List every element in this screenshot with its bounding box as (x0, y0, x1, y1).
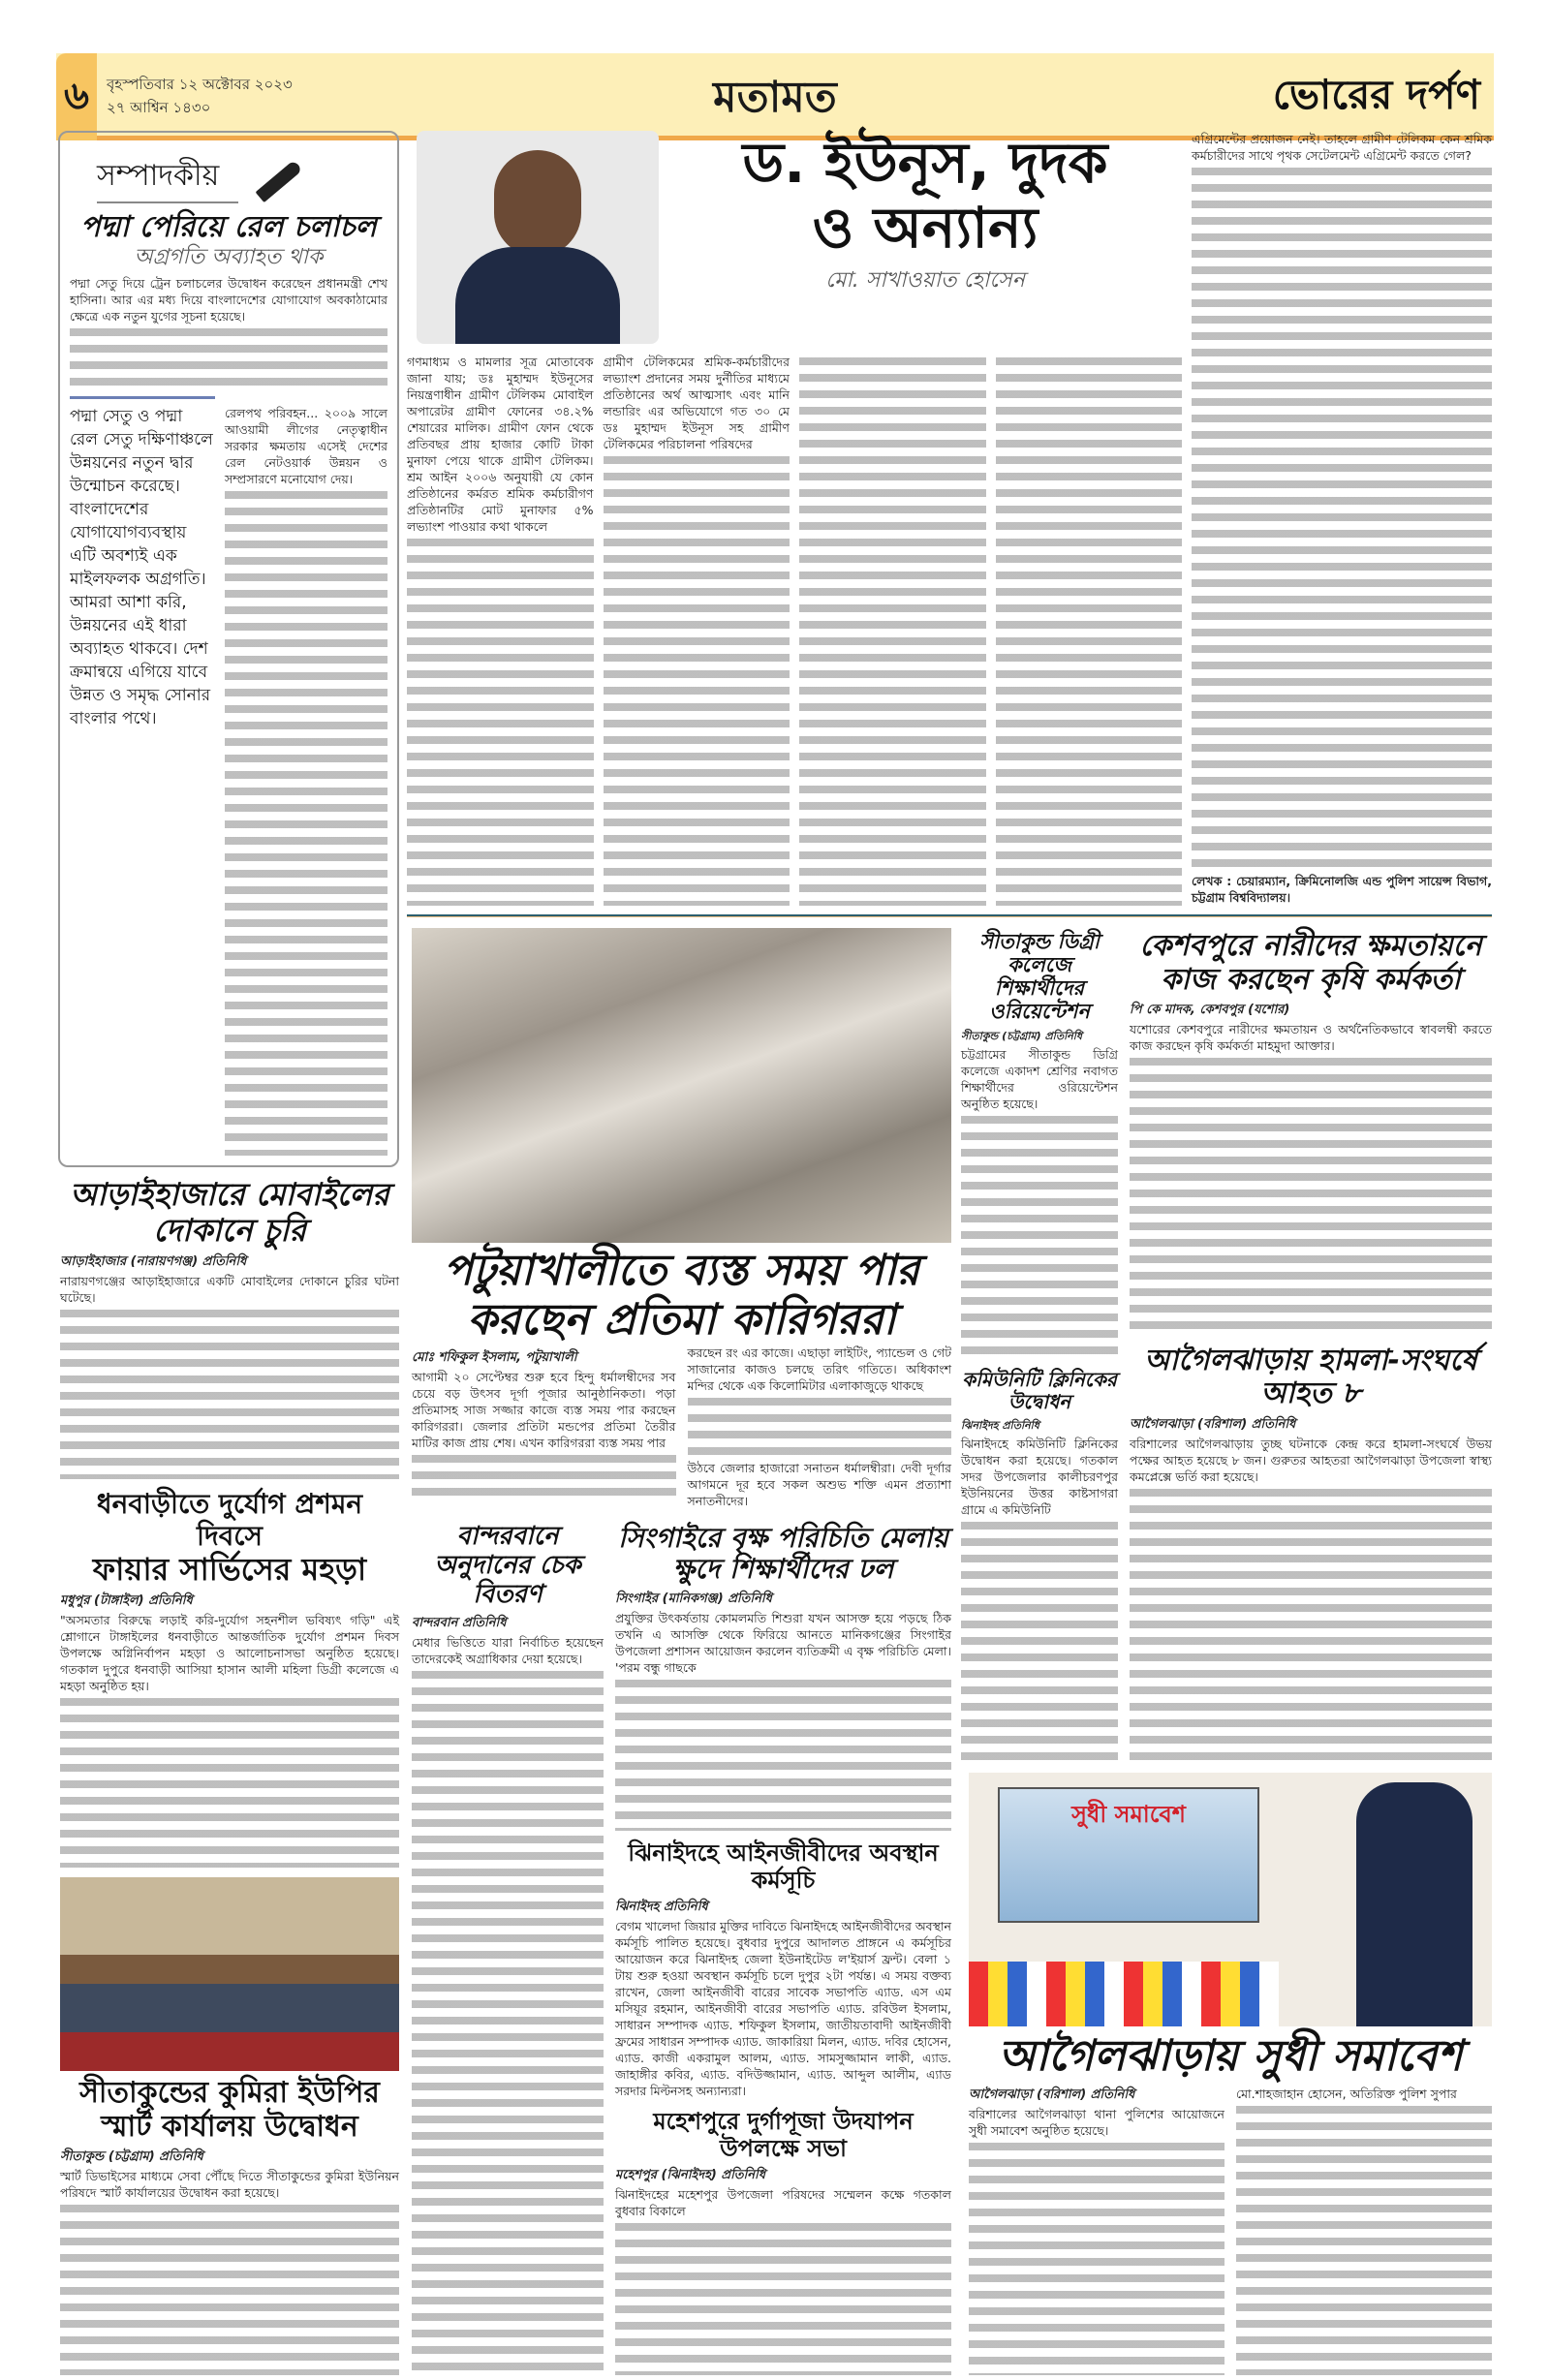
dhanbari-dateline: মধুপুর (টাঙ্গাইল) প্রতিনিধি (60, 1592, 193, 1608)
oped-body: গণমাধ্যম ও মামলার সূত্র মোতাবেক জানা যায়; ডঃ মুহাম্মদ ইউনূসের নিয়ন্ত্রণাধীন গ্রামীণ টেলিকম মোবাইল অপারেটর গ্রামীণ ফোনের ৩৪.২% শেয়ারের মালিক। গ্রামীণ ফোন থেকে প্রতিবছর প্রায় হাজার কোটি টাকা মুনাফা পেয়ে থাকে গ্রামীণ টেলিকম। শ্রম আইন ২০০৬ অনুযায়ী যে কোন প্রতিষ্ঠানের কর্মরত শ্রমিক কর্মচারীগণ প্রতিষ্ঠানটির মোট মুনাফার ৫% লভ্যাংশ পাওয়ার কথা থাকলে (407, 355, 594, 534)
oped-column-1 (407, 354, 594, 906)
agailjhara-sudhi-body: বরিশালের আগৈলঝাড়া থানা পুলিশের আয়োজনে সুধী সমাবেশ অনুষ্ঠিত হয়েছে। (969, 2106, 1224, 2138)
oped-top-row (407, 131, 1182, 344)
sitakunda-degree-body: চট্টগ্রামের সীতাকুন্ড ডিগ্রি কলেজে একাদশ শ্রেণির নবাগত শিক্ষার্থীদের ওরিয়েন্টেশন অনুষ্ঠিত হয়েছে। (961, 1046, 1118, 1111)
dhanbari-text-lines (60, 1694, 399, 1869)
kumira-photo (60, 1877, 399, 2071)
oped-writer-note: লেখক : চেয়ারম্যান, ক্রিমিনোলজি এন্ড পুলিশ সায়েন্স বিভাগ, চট্টগ্রাম বিশ্ববিদ্যালয়। (1192, 874, 1492, 905)
section-title: মতামত (713, 73, 837, 122)
oped-column-2 (604, 354, 790, 906)
agailjhara-attack-dateline: আগৈলঝাড়া (বরিশাল) প্রতিনিধি (1130, 1416, 1296, 1432)
potuakhali-body-col2: করছেন রং এর কাজে। এছাড়া লাইটিং, প্যান্ডেল ও গেট সাজানোর কাজও চলছে তরিৎ গতিতে। অধিকাংশ মন্দির থেকে এক কিলোমিটার এলাকাজুড়ে থাকছে (687, 1345, 951, 1394)
sitakunda-degree-text-lines (961, 1112, 1118, 1359)
date-bengali: ২৭ আশ্বিন ১৪৩০ (107, 99, 211, 116)
agailjhara-sudhi-body-col2: মো.শাহজাহান হোসেন, অতিরিক্ত পুলিশ সুপার (1236, 2086, 1457, 2101)
dhanbari-headline[interactable] (60, 1489, 399, 1587)
agailjhara-sudhi-dateline: আগৈলঝাড়া (বরিশাল) প্রতিনিধি (969, 2086, 1135, 2102)
event-banner (998, 1787, 1259, 1923)
sitakunda-degree-headline[interactable]: সীতাকুন্ড ডিগ্রী কলেজে শিক্ষার্থীদের ওরিয়েন্টেশন (979, 930, 1100, 1024)
oped-text-lines (604, 452, 790, 906)
issue-date (107, 73, 293, 119)
pull-quote: পদ্মা সেতু ও পদ্মা রেল সেতু দক্ষিণাঞ্চলে উন্নয়নের নতুন দ্বার উন্মোচন করেছে। বাংলাদেশের যোগাযোগব্যবস্থায় এটি অবশ্যই এক মাইলফলক অগ্রগতি। আমরা আশা করি, উন্নয়নের এই ধারা অব্যাহত থাকবে। দেশ ক্রমান্বয়ে এগিয়ে যাবে উন্নত ও সমৃদ্ধ সোনার বাংলার পথে। (70, 406, 213, 728)
dhanbari-headline-line1: ধনবাড়ীতে দুর্যোগ প্রশমন দিবসে (96, 1488, 363, 1552)
agailjhara-sudhi-headline[interactable]: আগৈলঝাড়ায় সুধী সমাবেশ (998, 2031, 1463, 2081)
fountain-pen-icon (256, 160, 303, 202)
potuakhali-text-lines (412, 1451, 676, 1500)
oped-text-lines (1192, 164, 1492, 869)
logo-text: ভোরের দর্পণ (1272, 71, 1480, 118)
masthead (56, 53, 1494, 140)
clinic-headline[interactable]: কমিউনিটি ক্লিনিকের উদ্বোধন (962, 1367, 1117, 1413)
clinic-dateline: ঝিনাইদহ প্রতিনিধি (961, 1418, 1039, 1432)
editorial-text-lines (225, 487, 388, 1156)
agailjhara-sudhi-text-lines (969, 2139, 1224, 2375)
center-news-column (412, 928, 951, 2375)
right-wide-column (1130, 930, 1492, 1765)
dhanbari-headline-line2: ফায়ার সার্ভিসের মহড়া (92, 1550, 367, 1588)
editorial-headline[interactable]: পদ্মা পেরিয়ে রেল চলাচল (80, 210, 377, 244)
bandarban-column (412, 1523, 604, 2375)
singair-body: প্রযুক্তির উৎকর্ষতায় কোমলমতি শিশুরা যখন আসক্ত হয়ে পড়ছে ঠিক তখনি এ আসক্তি থেকে ফিরিয়ে আনতে মানিকগঞ্জের সিংগাইর উপজেলা প্রশাসন আয়োজন করলেন ব্যতিক্রমী এ বৃক্ষ পরিচিতি মেলা। 'পরম বন্ধু গাছকে (615, 1610, 951, 1675)
agailjhara-attack-headline[interactable]: আগৈলঝাড়ায় হামলা-সংঘর্ষে আহত ৮ (1144, 1343, 1477, 1410)
keshabpur-text-lines (1130, 1054, 1492, 1335)
oped-column-4 (996, 354, 1183, 906)
right-narrow-column (961, 930, 1118, 1765)
bandarban-text-lines (412, 1667, 604, 2375)
author-suit (455, 247, 620, 344)
maheshpur-dateline: মহেশপুর (ঝিনাইদহ) প্রতিনিধি (615, 2168, 766, 2183)
potuakhali-text-lines (688, 1394, 952, 1460)
editorial-subhead: অগ্রগতি অব্যাহত থাক (134, 244, 324, 269)
singair-text-lines (615, 1676, 951, 1832)
oped-column-3 (799, 354, 986, 906)
spacer (60, 1868, 399, 1877)
sudhi-columns (969, 2082, 1492, 2375)
agailjhara-attack-text-lines (1130, 1485, 1492, 1766)
sudhi-column-1 (969, 2082, 1224, 2375)
author-photo (417, 131, 659, 344)
editorial-text-lines (70, 325, 388, 390)
newspaper-logo[interactable] (1273, 63, 1480, 132)
oped-author: মো. সাখাওয়াত হোসেন (825, 268, 1025, 294)
oped-columns (407, 354, 1182, 906)
singair-dateline: সিংগাইর (মানিকগঞ্জ) প্রতিনিধি (615, 1591, 772, 1606)
singair-column (615, 1523, 951, 2375)
left-news-column (60, 1177, 399, 2375)
editorial-label: সম্পাদকীয় (97, 152, 238, 203)
kumira-dateline: সীতাকুন্ড (চট্টগ্রাম) প্রতিনিধি (60, 2149, 203, 2165)
editorial-box (58, 131, 399, 1167)
editorial-label-row (70, 152, 388, 203)
agailjhara-sudhi-text-lines (1236, 2102, 1492, 2375)
araihazar-body: নারায়ণগঞ্জের আড়াইহাজারে একটি মোবাইলের দোকানে চুরির ঘটনা ঘটেছে। (60, 1273, 399, 1305)
maheshpur-text-lines (615, 2219, 951, 2375)
oped-title-area (668, 131, 1182, 344)
clinic-body: ঝিনাইদহে কমিউনিটি ক্লিনিকের উদ্বোধন করা হয়েছে। গতকাল সদর উপজেলার কালীচরণপুর ইউনিয়নের উত্তর কাষ্টসাগরা গ্রামে এ কমিউনিটি (961, 1436, 1118, 1517)
potuakhali-body: আগামী ২০ সেপ্টেম্বর শুরু হবে হিন্দু ধর্মালম্বীদের সব চেয়ে বড় উৎসব দূর্গা পূজার আনুষ্ঠানিকতা। পড়া প্রতিমাসহ সাজ সজ্জার কাজে ব্যস্ত সময় পার করছেন কারিগররা। জেলার প্রতিটা মন্ডপের প্রতিমা তৈরীর মাটির কাজ প্রায় শেষ। এখন কারিগররা ব্যস্ত সময় পার (412, 1370, 676, 1451)
flower-decoration (969, 1962, 1279, 2026)
police-officer (1356, 1782, 1472, 2026)
keshabpur-body: যশোরের কেশবপুরে নারীদের ক্ষমতায়ন ও অর্থনৈতিকভাবে স্বাবলম্বী করতে কাজ করছেন কৃষি কর্মকর্তা মাহমুদা আক্তার। (1130, 1022, 1492, 1053)
potuakhali-column-1 (412, 1345, 676, 1509)
oped-text-lines (407, 535, 594, 906)
spacer (1130, 1335, 1492, 1345)
oped-headline[interactable] (668, 131, 1182, 260)
kumira-body: স্মার্ট ডিভাইসের মাধ্যমে সেবা পৌঁছে দিতে সীতাকুন্ডের কুমিরা ইউনিয়ন পরিষদে স্মার্ট কার্যালয়ের উদ্বোধন করা হয়েছে। (60, 2169, 399, 2201)
jhenaidah-lawyers-dateline: ঝিনাইদহ প্রতিনিধি (615, 1900, 708, 1915)
section-divider (407, 914, 1492, 917)
durga-idol-photo (412, 928, 951, 1243)
editorial-side-text: রেলপথ পরিবহন... ২০০৯ সালে আওয়ামী লীগের নেতৃত্বাধীন সরকার ক্ষমতায় এসেই দেশের রেল নেটওয়ার্ক উন্নয়ন ও সম্প্রসারণে মনোযোগ দেয়। (225, 405, 388, 486)
maheshpur-headline[interactable]: মহেশপুরে দুর্গাপূজা উদযাপন উপলক্ষে সভা (653, 2108, 914, 2162)
date-gregorian: বৃহস্পতিবার ১২ অক্টোবর ২০২৩ (107, 76, 293, 93)
oped-body-col2: গ্রামীণ টেলিকমের শ্রমিক-কর্মচারীদের লভ্যাংশ প্রদানের সময় দুর্নীতির মাধ্যমে প্রতিষ্ঠানের অর্থ আত্মসাৎ এবং মানি লন্ডারিং এর অভিযোগে গত ৩০ মে ডঃ মুহাম্মদ ইউনূস সহ গ্রামীণ টেলিকমের পরিচালনা পরিষদের (603, 355, 790, 451)
araihazar-dateline: আড়াইহাজার (নারায়ণগঞ্জ) প্রতিনিধি (60, 1253, 247, 1269)
editorial-side-column (225, 405, 388, 1156)
oped-headline-line1: ড. ইউনূস, দুদক (742, 130, 1108, 196)
page-number: ৬ (56, 53, 97, 140)
keshabpur-headline[interactable]: কেশবপুরে নারীদের ক্ষমতায়নে কাজ করছেন কৃষি কর্মকর্তা (1139, 929, 1482, 997)
maheshpur-body: ঝিনাইদহের মহেশপুর উপজেলা পরিষদের সম্মেলন কক্ষে গতকাল বুধবার বিকালে (615, 2187, 951, 2219)
jhenaidah-lawyers-body: বেগম খালেদা জিয়ার মুক্তির দাবিতে ঝিনাইদহে আইনজীবীদের অবস্থান কর্মসূচি পালিত হয়েছে। বুধবার দুপুরে আদালত প্রাঙ্গনে এ কর্মসূচির আয়োজন করে ঝিনাইদহ জেলা ইউনাইটেড ল'ইয়ার্স ফ্রন্ট। বেলা ১ টায় শুরু হওয়া অবস্থান কর্মসূচি চলে দুপুর ২টা পর্যন্ত। এ সময় বক্তব্য রাখেন, জেলা আইনজীবী বারের সাবেক সভাপতি এ্যাড. এস এম মসিয়ূর রহমান, আইনজীবী বারের সভাপতি এ্যাড. রবিউল ইসলাম, সাধারন সম্পাদক এ্যাড. শফিকুল ইসলাম, জাতীয়তাবাদী আইনজীবী ফ্রমের সাধারন সম্পাদক এ্যাড. জাকারিয়া মিলন, এ্যাড. দবির হোসেন, এ্যাড. কাজী একরামুল আলম, এ্যাড. সামসুজ্জামান লাকী, এ্যাড. জাহাঙ্গীর কবির, এ্যাড. বদিউজ্জামান, এ্যাড. আব্দুল আলীম, এ্যাড সরদার মিল্টনসহ অন্যান্যরা। (615, 1919, 951, 2099)
center-lower-row (412, 1523, 951, 2375)
oped-headline-line2: ও অন্যান্য (812, 194, 1038, 261)
potuakhali-headline[interactable]: পটুয়াখালীতে ব্যস্ত সময় পার করছেন প্রতিমা কারিগররা (443, 1246, 920, 1345)
bandarban-body: মেধার ভিত্তিতে যারা নির্বাচিত হয়েছেন তাদেরকেই অগ্রাধিকার দেয়া হয়েছে। (412, 1634, 604, 1666)
kumira-text-lines (60, 2201, 399, 2375)
araihazar-headline[interactable]: আড়াইহাজারে মোবাইলের দোকানে চুরি (70, 1176, 389, 1249)
bandarban-headline[interactable]: বান্দরবানে অনুদানের চেক বিতরণ (434, 1522, 581, 1609)
divider (70, 396, 215, 399)
araihazar-text-lines (60, 1306, 399, 1480)
banner-text: সুধী সমাবেশ (1071, 1801, 1186, 1828)
oped-text-lines (799, 354, 986, 906)
agailjhara-attack-body: বরিশালের আগৈলঝাড়ায় তুচ্ছ ঘটনাকে কেন্দ্র করে হামলা-সংঘর্ষে উভয় পক্ষের আহত হয়েছে ৮ জন। গুরুতর আহতরা আগৈলঝাড়া উপজেলা স্বাস্থ্য কমপ্লেক্সে ভর্তি করা হয়েছে। (1130, 1436, 1492, 1484)
editorial-two-columns (70, 405, 388, 1156)
sitakunda-degree-dateline: সীতাকুন্ড (চট্টগ্রাম) প্রতিনিধি (961, 1029, 1083, 1042)
dhanbari-body: "অসমতার বিরুদ্ধে লড়াই করি-দুর্যোগ সহনশীল ভবিষ্যৎ গড়ি" এই শ্লোগানে টাঙ্গাইলের ধনবাড়ীতে আন্তর্জাতিক দুর্যোগ প্রশমন দিবস উপলক্ষে অগ্নিনির্বাপন মহড়া ও আলোচনাসভা অনুষ্ঠিত হয়েছে। গতকাল দুপুরে ধনবাড়ী আসিয়া হাসান আলী মহিলা ডিগ্রী কলেজে এ মহড়া অনুষ্ঠিত হয়। (60, 1612, 399, 1693)
oped-body-right: এগ্রিমেন্টের প্রয়োজন নেই। তাহলে গ্রামীণ টেলিকম কেন শ্রমিক কর্মচারীদের সাথে পৃথক সেটেলমেন্ট এগ্রিমেন্ট করতে গেল? (1192, 132, 1492, 163)
potuakhali-column-2 (688, 1345, 952, 1509)
kumira-headline[interactable]: সীতাকুন্ডের কুমিরা ইউপির স্মার্ট কার্যালয় উদ্বোধন (79, 2076, 380, 2144)
singair-headline[interactable]: সিংগাইরে বৃক্ষ পরিচিতি মেলায় ক্ষুদে শিক্ষার্থীদের ঢল (618, 1522, 948, 1586)
keshabpur-dateline: পি কে মাদক, কেশবপুর (যশোর) (1130, 1003, 1290, 1017)
potuakhali-body-end: উঠবে জেলার হাজারো সনাতন ধর্মালম্বীরা। দেবী দূর্গার আগমনে দূর হবে সকল অশুভ শক্তি এমন প্রত্যাশা সনাতনীদের। (687, 1461, 951, 1509)
potuakhali-dateline: মোঃ শফিকুল ইসলাম, পটুয়াখালী (412, 1350, 577, 1366)
sudhi-column-2 (1236, 2082, 1492, 2375)
oped-right-column (1192, 131, 1492, 906)
jhenaidah-lawyers-headline[interactable]: ঝিনাইদহে আইনজীবীদের অবস্থান কর্মসূচি (628, 1839, 939, 1894)
sudhi-samabesh-article (969, 1773, 1492, 2375)
potuakhali-columns (412, 1345, 951, 1509)
oped-text-lines (996, 354, 1183, 906)
sudhi-samabesh-photo (969, 1773, 1492, 2026)
editorial-intro: পদ্মা সেতু দিয়ে ট্রেন চলাচলের উদ্বোধন করেছেন প্রধানমন্ত্রী শেখ হাসিনা। আর এর মধ্য দিয়ে বাংলাদেশের যোগাযোগ অবকাঠামোর ক্ষেত্রে এক নতুন যুগের সূচনা হয়েছে। (70, 275, 388, 324)
author-face (494, 150, 581, 257)
oped-block (407, 131, 1182, 906)
clinic-text-lines (961, 1518, 1118, 1765)
bandarban-dateline: বান্দরবান প্রতিনিধি (412, 1615, 507, 1630)
